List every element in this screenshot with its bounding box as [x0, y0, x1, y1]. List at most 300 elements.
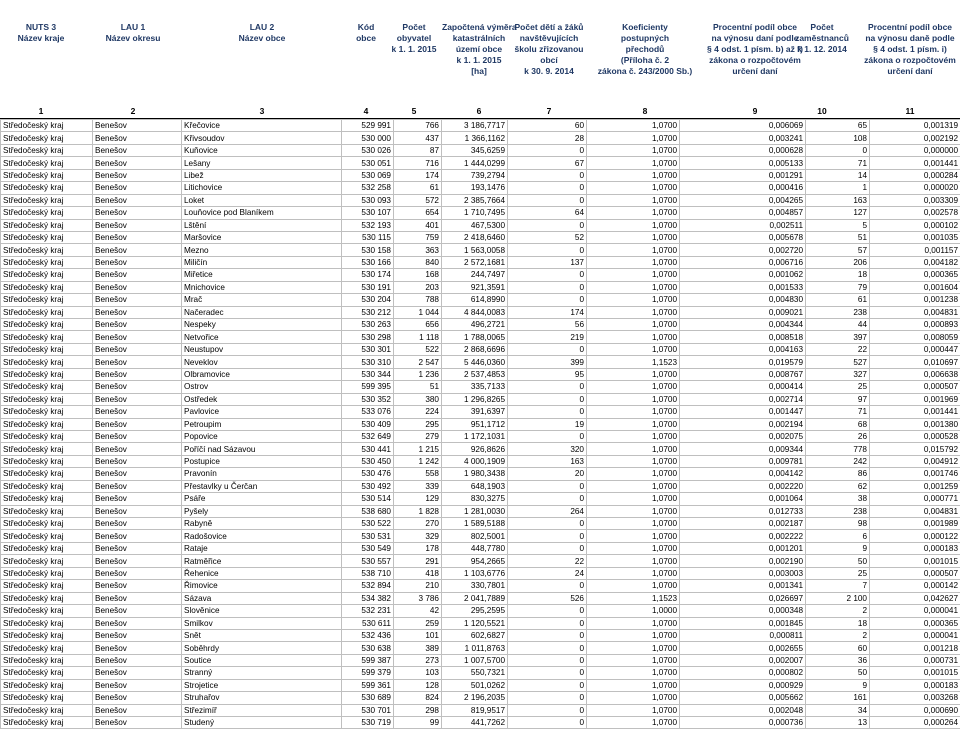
- district-cell: Benešov: [93, 642, 182, 654]
- pupils-cell: 56: [508, 319, 587, 331]
- region-cell: Středočeský kraj: [1, 455, 93, 467]
- table-row: [1, 518, 960, 530]
- table-row: [1, 132, 960, 144]
- code-cell: 530 638: [342, 642, 394, 654]
- region-cell: Středočeský kraj: [1, 132, 93, 144]
- tax-share-cell: 0,001201: [680, 542, 806, 554]
- employees-cell: 26: [806, 430, 870, 442]
- code-cell: 530 174: [342, 269, 394, 281]
- column-header-line: k 30. 9. 2014: [509, 66, 589, 77]
- municipality-cell: Mezno: [182, 244, 342, 256]
- column-header-line: na výnosu daně podle: [860, 33, 960, 44]
- table-row: [1, 493, 960, 505]
- column-header-line: k 1. 1. 2015: [389, 44, 439, 55]
- code-cell: 530 166: [342, 256, 394, 268]
- region-cell: Středočeský kraj: [1, 692, 93, 704]
- population-cell: 129: [394, 493, 442, 505]
- column-number: 6: [464, 106, 494, 116]
- municipality-cell: Nespeky: [182, 319, 342, 331]
- pupils-cell: 0: [508, 493, 587, 505]
- population-cell: 99: [394, 717, 442, 729]
- tax-share-i-cell: 0,001604: [870, 281, 960, 293]
- table-row: [1, 468, 960, 480]
- region-cell: Středočeský kraj: [1, 182, 93, 194]
- column-header-line: Počet: [389, 22, 439, 33]
- population-cell: 3 786: [394, 592, 442, 604]
- table-row: [1, 406, 960, 418]
- district-cell: Benešov: [93, 468, 182, 480]
- population-cell: 2 547: [394, 356, 442, 368]
- table-row: [1, 679, 960, 691]
- code-cell: 530 611: [342, 617, 394, 629]
- coefficient-cell: 1,0700: [587, 120, 680, 132]
- employees-cell: 34: [806, 704, 870, 716]
- area-cell: 1 120,5521: [442, 617, 508, 629]
- region-cell: Středočeský kraj: [1, 281, 93, 293]
- population-cell: 178: [394, 542, 442, 554]
- code-cell: 530 450: [342, 455, 394, 467]
- tax-share-i-cell: 0,001259: [870, 480, 960, 492]
- area-cell: 926,8626: [442, 443, 508, 455]
- column-header-line: LAU 2: [187, 22, 337, 33]
- coefficient-cell: 1,0700: [587, 281, 680, 293]
- tax-share-cell: 0,002187: [680, 518, 806, 530]
- tax-share-i-cell: 0,000284: [870, 169, 960, 181]
- coefficient-cell: 1,0700: [587, 157, 680, 169]
- region-cell: Středočeský kraj: [1, 169, 93, 181]
- coefficient-cell: 1,0700: [587, 219, 680, 231]
- district-cell: Benešov: [93, 269, 182, 281]
- coefficient-cell: 1,0700: [587, 642, 680, 654]
- region-cell: Středočeský kraj: [1, 555, 93, 567]
- district-cell: Benešov: [93, 144, 182, 156]
- employees-cell: 18: [806, 269, 870, 281]
- employees-cell: 0: [806, 144, 870, 156]
- tax-share-i-cell: 0,004831: [870, 306, 960, 318]
- district-cell: Benešov: [93, 555, 182, 567]
- district-cell: Benešov: [93, 169, 182, 181]
- code-cell: 530 263: [342, 319, 394, 331]
- area-cell: 1 103,6776: [442, 567, 508, 579]
- coefficient-cell: 1,0700: [587, 182, 680, 194]
- employees-cell: 25: [806, 381, 870, 393]
- column-header-line: Procentní podíl obce: [860, 22, 960, 33]
- area-cell: 1 788,0065: [442, 331, 508, 343]
- pupils-cell: 95: [508, 368, 587, 380]
- coefficient-cell: 1,0700: [587, 269, 680, 281]
- column-header-line: Započtená výměra: [442, 22, 516, 33]
- population-cell: 101: [394, 629, 442, 641]
- area-cell: 602,6827: [442, 629, 508, 641]
- district-cell: Benešov: [93, 219, 182, 231]
- area-cell: 4 844,0083: [442, 306, 508, 318]
- pupils-cell: 19: [508, 418, 587, 430]
- code-cell: 532 231: [342, 605, 394, 617]
- coefficient-cell: 1,1523: [587, 356, 680, 368]
- table-row: [1, 169, 960, 181]
- municipality-cell: Studený: [182, 717, 342, 729]
- table-row: [1, 157, 960, 169]
- column-header-line: katastrálních: [442, 33, 516, 44]
- population-cell: 788: [394, 294, 442, 306]
- code-cell: 530 701: [342, 704, 394, 716]
- table-row: [1, 368, 960, 380]
- pupils-cell: 0: [508, 629, 587, 641]
- code-cell: 530 476: [342, 468, 394, 480]
- table-row: [1, 592, 960, 604]
- region-cell: Středočeský kraj: [1, 654, 93, 666]
- tax-share-cell: 0,004265: [680, 194, 806, 206]
- tax-share-cell: 0,000802: [680, 667, 806, 679]
- employees-cell: 51: [806, 231, 870, 243]
- tax-share-i-cell: 0,001238: [870, 294, 960, 306]
- population-cell: 1 242: [394, 455, 442, 467]
- coefficient-cell: 1,0700: [587, 207, 680, 219]
- table-row: [1, 692, 960, 704]
- tax-share-i-cell: 0,002578: [870, 207, 960, 219]
- population-cell: 401: [394, 219, 442, 231]
- table-row: [1, 542, 960, 554]
- area-cell: 244,7497: [442, 269, 508, 281]
- area-cell: 501,0262: [442, 679, 508, 691]
- column-header-7: [509, 22, 589, 77]
- population-cell: 766: [394, 120, 442, 132]
- district-cell: Benešov: [93, 518, 182, 530]
- tax-share-cell: 0,002190: [680, 555, 806, 567]
- pupils-cell: 219: [508, 331, 587, 343]
- region-cell: Středočeský kraj: [1, 306, 93, 318]
- tax-share-i-cell: 0,001218: [870, 642, 960, 654]
- pupils-cell: 0: [508, 269, 587, 281]
- code-cell: 530 158: [342, 244, 394, 256]
- table-row: [1, 505, 960, 517]
- code-cell: 529 991: [342, 120, 394, 132]
- coefficient-cell: 1,0700: [587, 629, 680, 641]
- code-cell: 530 557: [342, 555, 394, 567]
- region-cell: Středočeský kraj: [1, 120, 93, 132]
- pupils-cell: 0: [508, 294, 587, 306]
- region-cell: Středočeský kraj: [1, 393, 93, 405]
- area-cell: 739,2794: [442, 169, 508, 181]
- tax-share-cell: 0,000348: [680, 605, 806, 617]
- coefficient-cell: 1,0700: [587, 505, 680, 517]
- coefficient-cell: 1,0700: [587, 530, 680, 542]
- employees-cell: 44: [806, 319, 870, 331]
- area-cell: 391,6397: [442, 406, 508, 418]
- area-cell: 2 868,6696: [442, 343, 508, 355]
- area-cell: 448,7780: [442, 542, 508, 554]
- pupils-cell: 0: [508, 343, 587, 355]
- area-cell: 2 041,7889: [442, 592, 508, 604]
- municipality-cell: Litichovice: [182, 182, 342, 194]
- tax-share-cell: 0,002048: [680, 704, 806, 716]
- employees-cell: 57: [806, 244, 870, 256]
- tax-share-cell: 0,002655: [680, 642, 806, 654]
- pupils-cell: 0: [508, 542, 587, 554]
- column-header-2: [91, 22, 176, 44]
- tax-share-i-cell: 0,003268: [870, 692, 960, 704]
- tax-share-i-cell: 0,000183: [870, 542, 960, 554]
- column-number-row: [0, 104, 960, 118]
- area-cell: 467,5300: [442, 219, 508, 231]
- area-cell: 2 537,4853: [442, 368, 508, 380]
- employees-cell: 1: [806, 182, 870, 194]
- municipality-cell: Lštění: [182, 219, 342, 231]
- area-cell: 2 196,2035: [442, 692, 508, 704]
- pupils-cell: 0: [508, 169, 587, 181]
- district-cell: Benešov: [93, 567, 182, 579]
- region-cell: Středočeský kraj: [1, 356, 93, 368]
- pupils-cell: 0: [508, 692, 587, 704]
- area-cell: 335,7133: [442, 381, 508, 393]
- tax-share-cell: 0,005678: [680, 231, 806, 243]
- table-row: [1, 642, 960, 654]
- district-cell: Benešov: [93, 393, 182, 405]
- district-cell: Benešov: [93, 231, 182, 243]
- area-cell: 802,5001: [442, 530, 508, 542]
- table-row: [1, 567, 960, 579]
- tax-share-i-cell: 0,001015: [870, 667, 960, 679]
- municipality-cell: Řimovice: [182, 580, 342, 592]
- population-cell: 522: [394, 343, 442, 355]
- column-header-line: určení daní: [860, 66, 960, 77]
- column-header-5: [389, 22, 439, 55]
- column-header-line: (Příloha č. 2: [593, 55, 697, 66]
- area-cell: 5 446,0360: [442, 356, 508, 368]
- tax-share-cell: 0,009781: [680, 455, 806, 467]
- tax-share-i-cell: 0,001319: [870, 120, 960, 132]
- region-cell: Středočeský kraj: [1, 207, 93, 219]
- coefficient-cell: 1,0700: [587, 455, 680, 467]
- employees-cell: 9: [806, 679, 870, 691]
- district-cell: Benešov: [93, 667, 182, 679]
- district-cell: Benešov: [93, 381, 182, 393]
- pupils-cell: 0: [508, 182, 587, 194]
- municipality-cell: Ostředek: [182, 393, 342, 405]
- tax-share-cell: 0,001291: [680, 169, 806, 181]
- table-row: [1, 120, 960, 132]
- pupils-cell: 0: [508, 605, 587, 617]
- district-cell: Benešov: [93, 194, 182, 206]
- area-cell: 1 296,8265: [442, 393, 508, 405]
- tax-share-i-cell: 0,000365: [870, 269, 960, 281]
- tax-share-i-cell: 0,001969: [870, 393, 960, 405]
- tax-share-i-cell: 0,000507: [870, 567, 960, 579]
- district-cell: Benešov: [93, 605, 182, 617]
- district-cell: Benešov: [93, 692, 182, 704]
- tax-share-cell: 0,000416: [680, 182, 806, 194]
- area-cell: 3 186,7717: [442, 120, 508, 132]
- district-cell: Benešov: [93, 120, 182, 132]
- municipality-cell: Libež: [182, 169, 342, 181]
- municipality-cell: Přestavlky u Čerčan: [182, 480, 342, 492]
- district-cell: Benešov: [93, 356, 182, 368]
- population-cell: 87: [394, 144, 442, 156]
- area-cell: 1 011,8763: [442, 642, 508, 654]
- tax-share-i-cell: 0,004182: [870, 256, 960, 268]
- district-cell: Benešov: [93, 493, 182, 505]
- area-cell: 1 980,3438: [442, 468, 508, 480]
- tax-share-cell: 0,002714: [680, 393, 806, 405]
- district-cell: Benešov: [93, 592, 182, 604]
- population-cell: 291: [394, 555, 442, 567]
- tax-share-cell: 0,001064: [680, 493, 806, 505]
- population-cell: 210: [394, 580, 442, 592]
- tax-share-i-cell: 0,000102: [870, 219, 960, 231]
- coefficient-cell: 1,0700: [587, 418, 680, 430]
- tax-share-cell: 0,012733: [680, 505, 806, 517]
- code-cell: 530 204: [342, 294, 394, 306]
- column-header-line: Procentní podíl obce: [691, 22, 819, 33]
- coefficient-cell: 1,0700: [587, 132, 680, 144]
- code-cell: 530 689: [342, 692, 394, 704]
- coefficient-cell: 1,0700: [587, 717, 680, 729]
- tax-share-cell: 0,004163: [680, 343, 806, 355]
- district-cell: Benešov: [93, 182, 182, 194]
- table-row: [1, 629, 960, 641]
- employees-cell: 242: [806, 455, 870, 467]
- employees-cell: 79: [806, 281, 870, 293]
- employees-cell: 68: [806, 418, 870, 430]
- area-cell: 1 366,1162: [442, 132, 508, 144]
- table-row: [1, 256, 960, 268]
- area-cell: 1 007,5700: [442, 654, 508, 666]
- column-header-line: zákona o rozpočtovém: [691, 55, 819, 66]
- population-cell: 298: [394, 704, 442, 716]
- tax-share-cell: 0,000811: [680, 629, 806, 641]
- region-cell: Středočeský kraj: [1, 331, 93, 343]
- coefficient-cell: 1,0700: [587, 617, 680, 629]
- table-row: [1, 144, 960, 156]
- area-cell: 1 444,0299: [442, 157, 508, 169]
- district-cell: Benešov: [93, 294, 182, 306]
- coefficient-cell: 1,0700: [587, 480, 680, 492]
- coefficient-cell: 1,0700: [587, 580, 680, 592]
- employees-cell: 778: [806, 443, 870, 455]
- municipality-cell: Smilkov: [182, 617, 342, 629]
- region-cell: Středočeský kraj: [1, 679, 93, 691]
- population-cell: 380: [394, 393, 442, 405]
- municipality-cell: Načeradec: [182, 306, 342, 318]
- code-cell: 599 395: [342, 381, 394, 393]
- code-cell: 530 212: [342, 306, 394, 318]
- coefficient-cell: 1,0000: [587, 605, 680, 617]
- tax-share-i-cell: 0,004831: [870, 505, 960, 517]
- population-cell: 128: [394, 679, 442, 691]
- coefficient-cell: 1,0700: [587, 667, 680, 679]
- district-cell: Benešov: [93, 368, 182, 380]
- tax-share-cell: 0,005133: [680, 157, 806, 169]
- code-cell: 530 310: [342, 356, 394, 368]
- table-row: [1, 331, 960, 343]
- column-header-3: [187, 22, 337, 44]
- employees-cell: 60: [806, 642, 870, 654]
- region-cell: Středočeský kraj: [1, 194, 93, 206]
- employees-cell: 2: [806, 605, 870, 617]
- region-cell: Středočeský kraj: [1, 542, 93, 554]
- coefficient-cell: 1,0700: [587, 331, 680, 343]
- district-cell: Benešov: [93, 430, 182, 442]
- population-cell: 1 236: [394, 368, 442, 380]
- column-header-line: zaměstnanců: [789, 33, 855, 44]
- column-header-4: [346, 22, 386, 44]
- tax-share-cell: 0,009021: [680, 306, 806, 318]
- employees-cell: 62: [806, 480, 870, 492]
- tax-share-i-cell: 0,000020: [870, 182, 960, 194]
- pupils-cell: 0: [508, 144, 587, 156]
- population-cell: 418: [394, 567, 442, 579]
- tax-share-cell: 0,026697: [680, 592, 806, 604]
- table-row: [1, 244, 960, 256]
- tax-share-cell: 0,002194: [680, 418, 806, 430]
- area-cell: 1 172,1031: [442, 430, 508, 442]
- table-row: [1, 269, 960, 281]
- coefficient-cell: 1,0700: [587, 443, 680, 455]
- municipality-cell: Popovice: [182, 430, 342, 442]
- column-header-6: [442, 22, 516, 77]
- population-cell: 42: [394, 605, 442, 617]
- municipality-cell: Mnichovice: [182, 281, 342, 293]
- pupils-cell: 0: [508, 219, 587, 231]
- population-cell: 1 828: [394, 505, 442, 517]
- municipality-cell: Mrač: [182, 294, 342, 306]
- tax-share-i-cell: 0,000507: [870, 381, 960, 393]
- area-cell: 1 563,0058: [442, 244, 508, 256]
- code-cell: 532 649: [342, 430, 394, 442]
- code-cell: 530 492: [342, 480, 394, 492]
- tax-share-cell: 0,001062: [680, 269, 806, 281]
- table-row: [1, 343, 960, 355]
- column-number: 2: [118, 106, 148, 116]
- tax-share-i-cell: 0,000893: [870, 319, 960, 331]
- region-cell: Středočeský kraj: [1, 704, 93, 716]
- code-cell: 530 531: [342, 530, 394, 542]
- pupils-cell: 20: [508, 468, 587, 480]
- region-cell: Středočeský kraj: [1, 530, 93, 542]
- population-cell: 203: [394, 281, 442, 293]
- area-cell: 2 418,6460: [442, 231, 508, 243]
- area-cell: 819,9517: [442, 704, 508, 716]
- tax-share-i-cell: 0,000771: [870, 493, 960, 505]
- column-header-line: Počet dětí a žáků: [509, 22, 589, 33]
- municipality-cell: Stranný: [182, 667, 342, 679]
- municipality-cell: Kuňovice: [182, 144, 342, 156]
- municipality-cell: Slověnice: [182, 605, 342, 617]
- tax-share-i-cell: 0,000447: [870, 343, 960, 355]
- code-cell: 530 549: [342, 542, 394, 554]
- column-header-line: na výnosu daní podle: [691, 33, 819, 44]
- municipality-cell: Střezimíř: [182, 704, 342, 716]
- code-cell: 532 258: [342, 182, 394, 194]
- municipality-cell: Řehenice: [182, 567, 342, 579]
- population-cell: 174: [394, 169, 442, 181]
- pupils-cell: 0: [508, 580, 587, 592]
- tax-share-i-cell: 0,000041: [870, 605, 960, 617]
- code-cell: 530 409: [342, 418, 394, 430]
- tax-share-cell: 0,004142: [680, 468, 806, 480]
- table-row: [1, 207, 960, 219]
- pupils-cell: 0: [508, 530, 587, 542]
- municipality-cell: Rataje: [182, 542, 342, 554]
- employees-cell: 527: [806, 356, 870, 368]
- pupils-cell: 52: [508, 231, 587, 243]
- coefficient-cell: 1,0700: [587, 393, 680, 405]
- coefficient-cell: 1,0700: [587, 343, 680, 355]
- employees-cell: 327: [806, 368, 870, 380]
- tax-share-cell: 0,006716: [680, 256, 806, 268]
- tax-share-i-cell: 0,001441: [870, 157, 960, 169]
- column-header-1: [1, 22, 81, 44]
